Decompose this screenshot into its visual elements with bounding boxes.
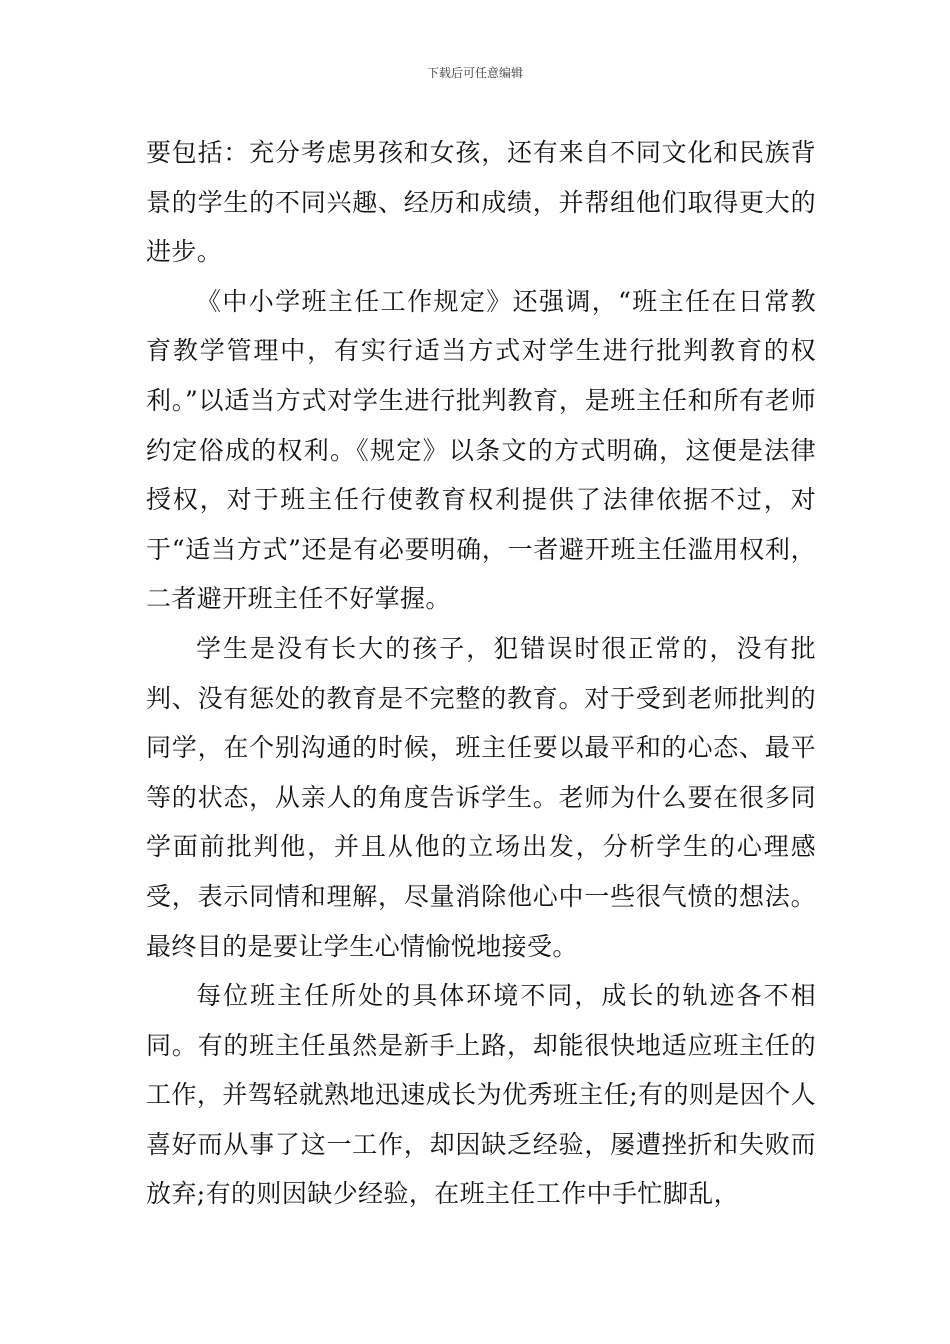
paragraph-3: 学生是没有长大的孩子，犯错误时很正常的，没有批判、没有惩处的教育是不完整的教育。对于受到老师批判的同学，在个别沟通的时候，班主任要以最平和的心态、最平等的状态，从亲人的角度告诉学生。老师为什么要在很多同学面前批判他，并且从他的立场出发，分析学生的心理感受，表示同情和理解，尽量消除他心中一些很气愤的想法。最终目的是要让学生心情愉悦地接受。 bbox=[146, 633, 816, 961]
paragraph-4: 每位班主任所处的具体环境不同，成长的轨迹各不相同。有的班主任虽然是新手上路，却能很快地适应班主任的工作，并驾轻就熟地迅速成长为优秀班主任;有的则是因个人喜好而从事了这一工作，却因缺乏经验，屡遭挫折和失败而放弃;有的则因缺少经验，在班主任工作中手忙脚乱， bbox=[146, 981, 816, 1209]
document-body bbox=[146, 128, 816, 1219]
paragraph-2: 《中小学班主任工作规定》还强调，“班主任在日常教育教学管理中，有实行适当方式对学生进行批判教育的权利。”以适当方式对学生进行批判教育，是班主任和所有老师约定俗成的权利。《规定》以条文的方式明确，这便是法律授权，对于班主任行使教育权利提供了法律依据不过，对于“适当方式”还是有必要明确，一者避开班主任滥用权利，二者避开班主任不好掌握。 bbox=[146, 286, 816, 614]
paragraph-1: 要包括：充分考虑男孩和女孩，还有来自不同文化和民族背景的学生的不同兴趣、经历和成绩，并帮组他们取得更大的进步。 bbox=[146, 138, 816, 267]
page-header: 下载后可任意编辑 bbox=[426, 66, 523, 80]
